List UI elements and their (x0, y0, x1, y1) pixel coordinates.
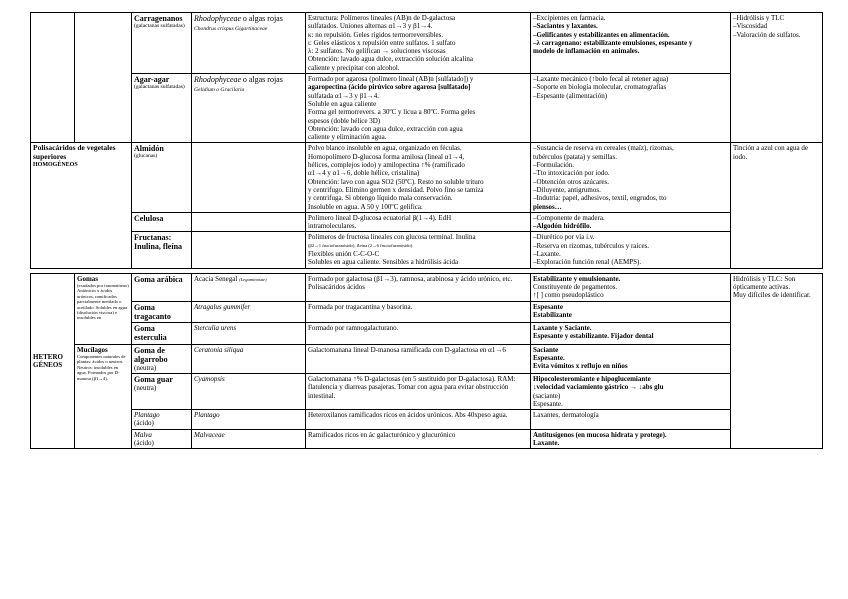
source-cell: Sterculia urens (192, 323, 306, 345)
structure-cell: Polímero lineal D-glucosa ecuatorial β(1→4). EdH intramoleculares. (306, 212, 531, 232)
structure-cell: Galactomanana lineal D-manosa ramificada con D-galactosa en α1→6 (306, 344, 531, 373)
structure-cell: Ramificados ricos en ác galacturónico y glucurónico (306, 429, 531, 449)
row-agar (31, 74, 823, 143)
source-cell: Rhodophyceae o algas rojas Chondrus crispus Gigartinaceae (192, 13, 306, 74)
uses-cell: –Excipientes en farmacia. –Saciantes y laxantes. –Gelificantes y estabilizantes en alimentación. –λ carragenano: estabilizante emulsiones, espesante y modelo de inflamación en animales. (531, 13, 731, 74)
name-cell: Plantago (ácido) (132, 410, 192, 430)
name-cell: Carragenanos (galactanas sulfatadas) (132, 13, 192, 74)
group-cell-homogeneos: Polisacáridos de vegetales superiores HOMOGÉNEOS (31, 143, 132, 268)
uses-cell: Antitusígenos (en mucosa hidrata y protege). Laxante. (531, 429, 731, 449)
structure-cell: Formado por ramnogalacturano. (306, 323, 531, 345)
row-goma-tragacanto (31, 301, 823, 323)
uses-cell: –Diurético por vía i.v. –Reserva en rizomas, tubérculos y raíces. –Laxante. –Exploración función renal (AEMPS). (531, 232, 731, 268)
uses-cell: Laxante y Saciante. Espesante y estabilizante. Fijador dental (531, 323, 731, 345)
identification-cell: –Hidrólisis y TLC –Viscosidad –Valoración de sulfatos. (731, 13, 823, 143)
identification-cell: Tinción a azul con agua de iodo. (731, 143, 823, 268)
subgroup-cell-empty (75, 13, 132, 143)
group-cell-empty (31, 13, 75, 143)
name-cell: Celulosa (132, 212, 192, 232)
source-cell: Plantago (192, 410, 306, 430)
gomas-cell: Gomas (exudados por traumatismo) Aniónicos x ácidos urónicos, ramificados parcialmente metilado o acetilado. Solubles en agua (disolución viscosa) e insolubles en (75, 273, 132, 344)
polysaccharide-table-page (30, 12, 822, 449)
row-almidon (31, 143, 823, 212)
name-cell: Goma tragacanto (132, 301, 192, 323)
uses-cell: Laxantes, dermatología (531, 410, 731, 430)
source-cell: Cyamopsis (192, 373, 306, 409)
name-cell: Goma de algarrobo (neutra) (132, 344, 192, 373)
name-cell: Malva (ácido) (132, 429, 192, 449)
source-cell: Acacia Senegal (Leguminosae) (192, 273, 306, 301)
uses-cell: –Sustancia de reserva en cereales (maíz), rizomas, tubérculos (patata) y semillas. –Formulación. –Tto intoxicación por iodo. –Obtención otros azúcares. –Diluyente, antigrumos. –Indutria: papel, adhesivos, textil, engrudos, tto piensos… (531, 143, 731, 212)
name-cell: Goma esterculia (132, 323, 192, 345)
group-cell-heterogeneos: HETERO GÉNEOS (31, 273, 75, 449)
identification-cell: Hidrólisis y TLC: Son ópticamente activas. Muy difíciles de identificar. (731, 273, 823, 449)
row-carragenanos (31, 13, 823, 74)
structure-cell: Formado por agarosa (polímero lineal (AB)n [sulfatado]) y agaropectina (ácido pirúvico sobre agarosa [sulfatado] sulfatada α1→3 y β1→4. Soluble en agua caliente Forma gel termorrevers. a 30ºC y licua a 80ºC. Forma geles espesos (doble hélice 3D) Obtención: lavado con agua dulce, extracción con agua caliente y eliminación agua. (306, 74, 531, 143)
source-cell: Ceratonia siliqua (192, 344, 306, 373)
uses-cell: Estabilizante y emulsionante. Constituyente de pegamentos. ↑[ ] como pseudoplástico (531, 273, 731, 301)
structure-cell: Polímeros de fructosa lineales con glucosa terminal. Inulina (β2→1 fructofuranósido), fleína (2→6 fructofuranósido). Flexibles unión C-C-O-C Solubles en agua caliente. Sensibles a hidrólisis ácida (306, 232, 531, 268)
row-celulosa (31, 212, 823, 232)
mucilagos-cell: Mucílagos Componentes naturales de plantas: ácidos o neutros. Neutros: insolubles en agua. Formados por D-manosa (β1→4). (75, 344, 132, 449)
uses-cell: –Laxante mecánico (↑bolo fecal al retener agua) –Soporte en biología molecular, cromatografías –Espesante (alimentación) (531, 74, 731, 143)
source-cell-empty (192, 143, 306, 212)
source-cell-empty (192, 212, 306, 232)
uses-cell: Saciante Espesante. Evita vómitos x reflujo en niños (531, 344, 731, 373)
name-cell: Goma arábica (132, 273, 192, 301)
source-cell: Malvaceae (192, 429, 306, 449)
structure-cell: Formado por galactosa (β1→3), ramnosa, arabinosa y ácido urónico, etc. Polisacáridos ácidos (306, 273, 531, 301)
row-goma-guar (31, 373, 823, 409)
row-plantago (31, 410, 823, 430)
name-cell: Fructanas: Inulina, fleína (132, 232, 192, 268)
structure-cell: Heteroxilanos ramificados ricos en ácidos urónicos. Abs 40xpeso agua. (306, 410, 531, 430)
uses-cell: Espesante Estabilizante (531, 301, 731, 323)
source-cell: Atragalus gummifer (192, 301, 306, 323)
name-cell: Agar-agar (galactanas sulfatadas) (132, 74, 192, 143)
uses-cell: Hipocolesteromiante e hipoglucemiante ↓velocidad vaciamiento gástrico → ↓abs glu (saciante) Espesante. (531, 373, 731, 409)
source-cell-empty (192, 232, 306, 268)
row-goma-algarrobo (31, 344, 823, 373)
row-fructanas (31, 232, 823, 268)
name-cell: Almidón (glucanas) (132, 143, 192, 212)
row-malva (31, 429, 823, 449)
structure-cell: Galactomanana ↑% D-galactosas (en 5 sustituido por D-galactosa). RAM: flatulencia y diarreas pasajeras. Tomar con agua para evitar obstrucción intestinal. (306, 373, 531, 409)
row-goma-arabica (31, 273, 823, 301)
structure-cell: Estructura: Polímeros lineales (AB)n de D-galactosa sulfatados. Uniones alternas α1→3 y β1→4. κ: no repulsión. Geles rígidos termorreversibles. ι: Geles elásticos x repulsión entre sulfatos. 1 sulfato λ: 2 sulfatos. No gelifican → soluciones viscosas Obtención: lavado agua dulce, extracción solución alcalina caliente y precipitar con alcohol. (306, 13, 531, 74)
uses-cell: –Componente de madera. –Algodón hidrófilo. (531, 212, 731, 232)
name-cell: Goma guar (neutra) (132, 373, 192, 409)
structure-cell: Polvo blanco insoluble en agua, organizado en féculas. Homopolímero D-glucosa forma amilosa (lineal α1→4, hélices, complejos iodo) y amilopectina ↑% (ramificado α1→4 y α1→6, doble hélice, cristalina) Obtención: lavo con agua SO2 (50ºC). Resto no soluble trituro y centrifugo. Elimino germen x densidad. Polvo fino se tamiza y centrifuga. Si obtengo líquido mala conservación. Insoluble en agua. A 50 y 100ºC gelifica. (306, 143, 531, 212)
row-goma-esterculia (31, 323, 823, 345)
structure-cell: Formada por tragacantina y basorina. (306, 301, 531, 323)
polysaccharide-table (30, 12, 823, 449)
source-cell: Rhodophyceae o algas rojas Gelidium o Gracilaria (192, 74, 306, 143)
